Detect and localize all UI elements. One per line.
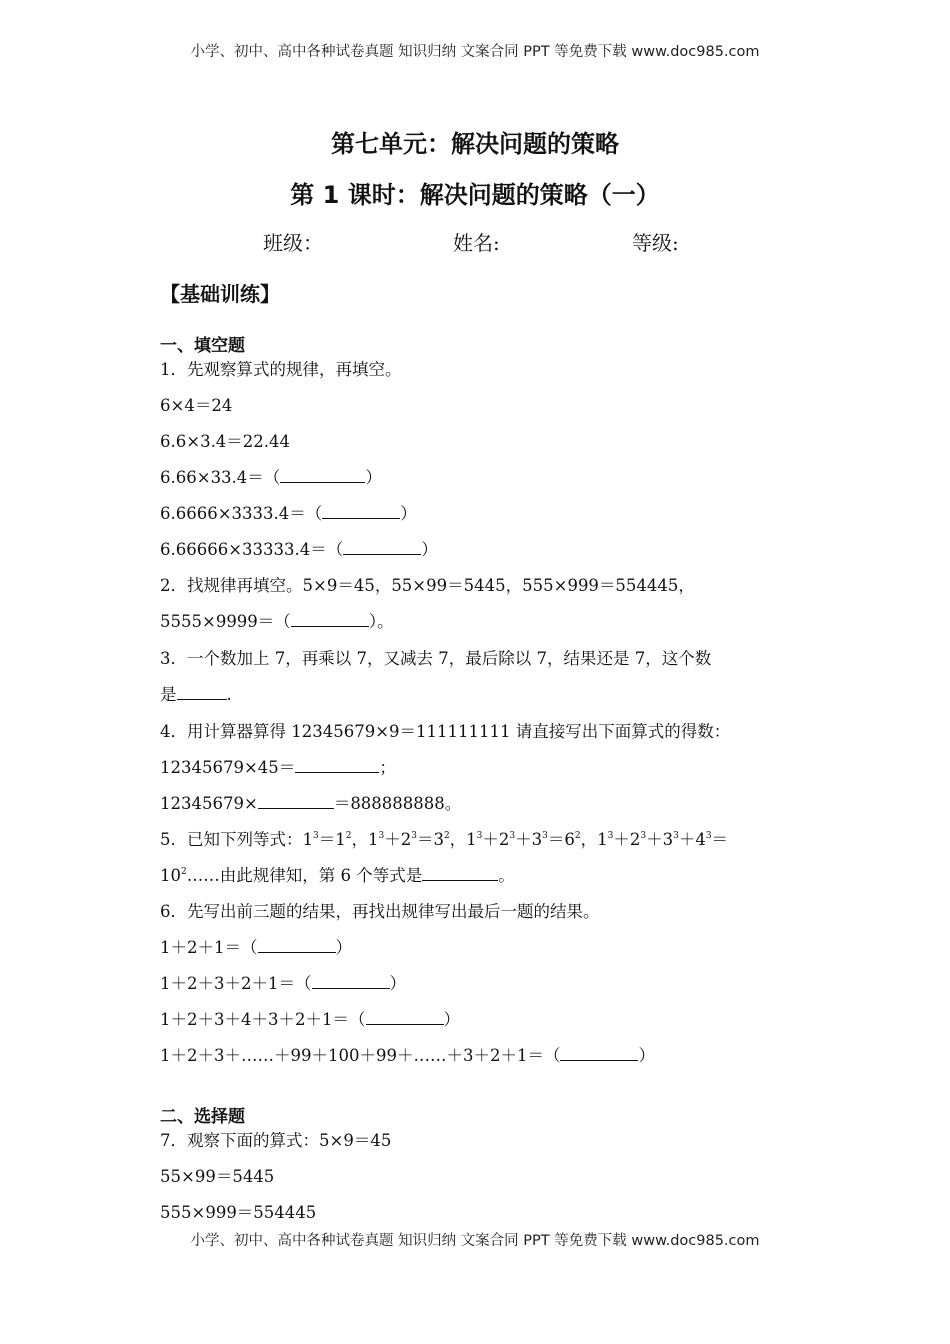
q4-line-c (160, 790, 461, 814)
q1-line-e (160, 536, 438, 560)
q3b-text: 是 (160, 685, 177, 704)
answer-blank[interactable] (366, 1008, 444, 1025)
q5-line-b (160, 862, 515, 886)
close-paren: ） (400, 504, 417, 523)
q6-line-a (160, 934, 352, 958)
q5-intro: 5．已知下列等式： (160, 830, 303, 849)
question-3: 3．一个数加上 7，再乘以 7，又减去 7，最后除以 7，结果还是 7，这个数 (160, 649, 712, 668)
q1d-text: 6.6666×3333.4＝（ (160, 504, 323, 523)
class-label: 班级： (263, 231, 323, 255)
q1-line-c (160, 464, 382, 488)
q1c-text: 6.66×33.4＝（ (160, 468, 281, 487)
q5-eq-2: $1^3+2^3=3^2$ (367, 830, 450, 849)
q7-line-a: 55×99＝5445 (160, 1167, 275, 1186)
q6c-text: 1＋2＋3＋4＋3＋2＋1＝（ (160, 1010, 366, 1029)
lesson-title: 第 1 课时：解决问题的策略（一） (290, 181, 660, 209)
question-7: 7．观察下面的算式：5×9＝45 (160, 1131, 392, 1150)
answer-blank[interactable] (258, 936, 336, 953)
answer-blank[interactable] (322, 502, 400, 519)
close-paren: ） (638, 1046, 655, 1065)
section-basic-training: 【基础训练】 (160, 282, 280, 306)
q5-eq-4: $1^3+2^3+3^3+4^3=$ (597, 830, 729, 849)
question-5: 5．已知下列等式：$1^3=1^2$，$1^3+2^3=3^2$，$1^3+2^3+3^3=6^2$，$1^3+2^3+3^3+4^3=$ (160, 830, 729, 849)
close-paren: ） (365, 468, 382, 487)
answer-blank[interactable] (422, 864, 498, 881)
q5-rest: ……由此规律知，第 6 个等式是 (186, 866, 423, 885)
q5-end: 。 (498, 866, 515, 885)
close-paren: ） (335, 938, 352, 957)
unit-title: 第七单元：解决问题的策略 (331, 130, 619, 158)
q1-line-d (160, 500, 417, 524)
question-2: 2．找规律再填空。5×9＝45，55×99＝5445，555×999＝554445， (160, 576, 695, 595)
q2b-text: 5555×9999＝（ (160, 612, 291, 631)
answer-blank[interactable] (258, 792, 334, 809)
q2-line-b (160, 608, 394, 632)
q3-line-b (160, 681, 232, 705)
q5-eq-1: $1^3=1^2$ (302, 830, 352, 849)
close-paren: ） (421, 540, 438, 559)
answer-blank[interactable] (343, 538, 421, 555)
q3b-end: . (226, 685, 232, 704)
answer-blank[interactable] (177, 683, 227, 700)
q5-eq-5: $10^2$ (160, 866, 187, 885)
answer-blank[interactable] (280, 466, 365, 483)
q4b-end: ； (379, 758, 396, 777)
q5-eq-3: $1^3+2^3+3^3=6^2$ (466, 830, 581, 849)
answer-blank[interactable] (295, 756, 379, 773)
close-paren: ） (443, 1010, 460, 1029)
q7-line-b: 555×999＝554445 (160, 1203, 317, 1222)
answer-blank[interactable] (312, 972, 390, 989)
page-header: 小学、初中、高中各种试卷真题 知识归纳 文案合同 PPT 等免费下载 www.doc985.com (190, 44, 760, 60)
q6a-text: 1＋2＋1＝（ (160, 938, 258, 957)
q6d-text: 1＋2＋3＋……＋99＋100＋99＋……＋3＋2＋1＝（ (160, 1046, 561, 1065)
q4-line-b (160, 754, 396, 778)
name-label: 姓名: (453, 231, 500, 255)
question-1: 1．先观察算式的规律，再填空。 (160, 360, 402, 379)
section-multiple-choice: 二、选择题 (160, 1107, 245, 1127)
q6-line-b (160, 970, 406, 994)
q4b-text: 12345679×45＝ (160, 758, 296, 777)
question-6: 6．先写出前三题的结果，再找出规律写出最后一题的结果。 (160, 902, 600, 921)
answer-blank[interactable] (291, 610, 369, 627)
answer-blank[interactable] (560, 1044, 638, 1061)
grade-label: 等级: (632, 231, 679, 255)
q4c-text: 12345679× (160, 794, 258, 813)
q1e-text: 6.66666×33333.4＝（ (160, 540, 344, 559)
q6-line-c (160, 1006, 460, 1030)
close-paren: ） (389, 974, 406, 993)
section-fill-in: 一、填空题 (160, 336, 245, 356)
q1-line-b: 6.6×3.4＝22.44 (160, 432, 291, 451)
page-footer: 小学、初中、高中各种试卷真题 知识归纳 文案合同 PPT 等免费下载 www.doc985.com (190, 1233, 760, 1249)
q6b-text: 1＋2＋3＋2＋1＝（ (160, 974, 312, 993)
question-4: 4．用计算器算得 12345679×9＝111111111 请直接写出下面算式的得数： (160, 722, 731, 741)
q4c-end: ＝888888888。 (333, 794, 462, 813)
q2b-end: ）。 (368, 612, 394, 631)
q1-line-a: 6×4＝24 (160, 396, 233, 415)
q6-line-d (160, 1042, 655, 1066)
